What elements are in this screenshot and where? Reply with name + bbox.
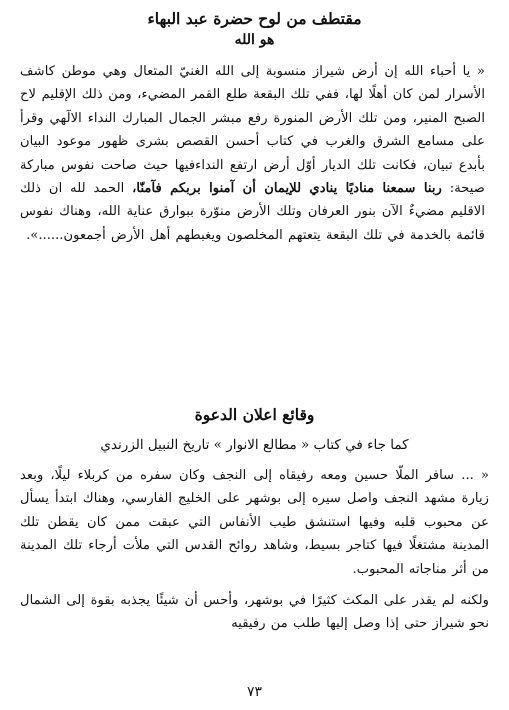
section2-intro: كما جاء في كتاب « مطالع الانوار » تاريخ النبيل الزرندي <box>100 437 409 453</box>
section2 <box>20 404 489 636</box>
section2-paragraph-1: « ... سافر الملّا حسين ومعه رفيقاه إلى النجف وكان سفره من كربلاء ليلًا، وبعد زيارة مشهد النجف واصل سيره إلى بوشهر على الخليج الفارسي، وهناك ابتدأ يسأل عن محبوب قلبه وفيها استنشق طيب الأنفاس التي عبقت ممن كان يقطن تلك المدينة مشتغلًا فيها كتاجر بسيط، وشاهد روائح القدس التي ملأت أرجاء تلك المدينة من أثر مناجاته المحبوب. <box>20 468 489 577</box>
section2-title: وقائع اعلان الدعوة <box>194 405 315 424</box>
section1-body-start: « يا أحباء الله إن أرض شيراز منسوبة إلى الله الغنيّ المتعال وهي موطن كاشف الأسرار لمن كان أهلًا لها، ففي تلك البقعة طلع القمر المضيء، ومن ذلك الإقليم لاح الصبح المنير، ومن تلك الأرض المنورة رفع مبشر الجمال المبارك النداء الالٓهي وقرأ على مسامع الشرق والغرب في كتاب أحسن القصص بشرى ظهور موعود البيان بأبدع تبيان، فكانت تلك الديار أوّل أرض ارتفع النداءفيها حيث صاحت نفوس مباركة صيحة: <box>20 64 485 197</box>
section1-title: مقتطف من لوح حضرة عبد البهاء <box>147 9 362 28</box>
quranic-quote: ربنا سمعنا مناديًا ينادي للإيمان أن آمنوا بربكم فآمنّا، <box>132 181 442 197</box>
page-number: ٧٣ <box>246 684 263 700</box>
section1-body <box>20 60 489 247</box>
section2-paragraph-2: ولكنه لم يقدر على المكث كثيرًا في بوشهر، وأحس أن شيئًا يجذبه بقوة إلى الشمال نحو شيراز حتى إذا وصل إليها طلب من رفيقيه <box>20 593 489 632</box>
section1-subtitle: هو الله <box>234 32 275 48</box>
section1-body-end: الحمد لله ان ذلك الاقليم مضيءٌ الآن بنور العرفان وتلك الأرض منوّرة ببوارق عناية الله، وهناك نفوس قائمة بالخدمة في تلك البقعة يتعتهم المخلصون ويغبطهم أهل الأرض أجمعون......». <box>20 181 485 243</box>
